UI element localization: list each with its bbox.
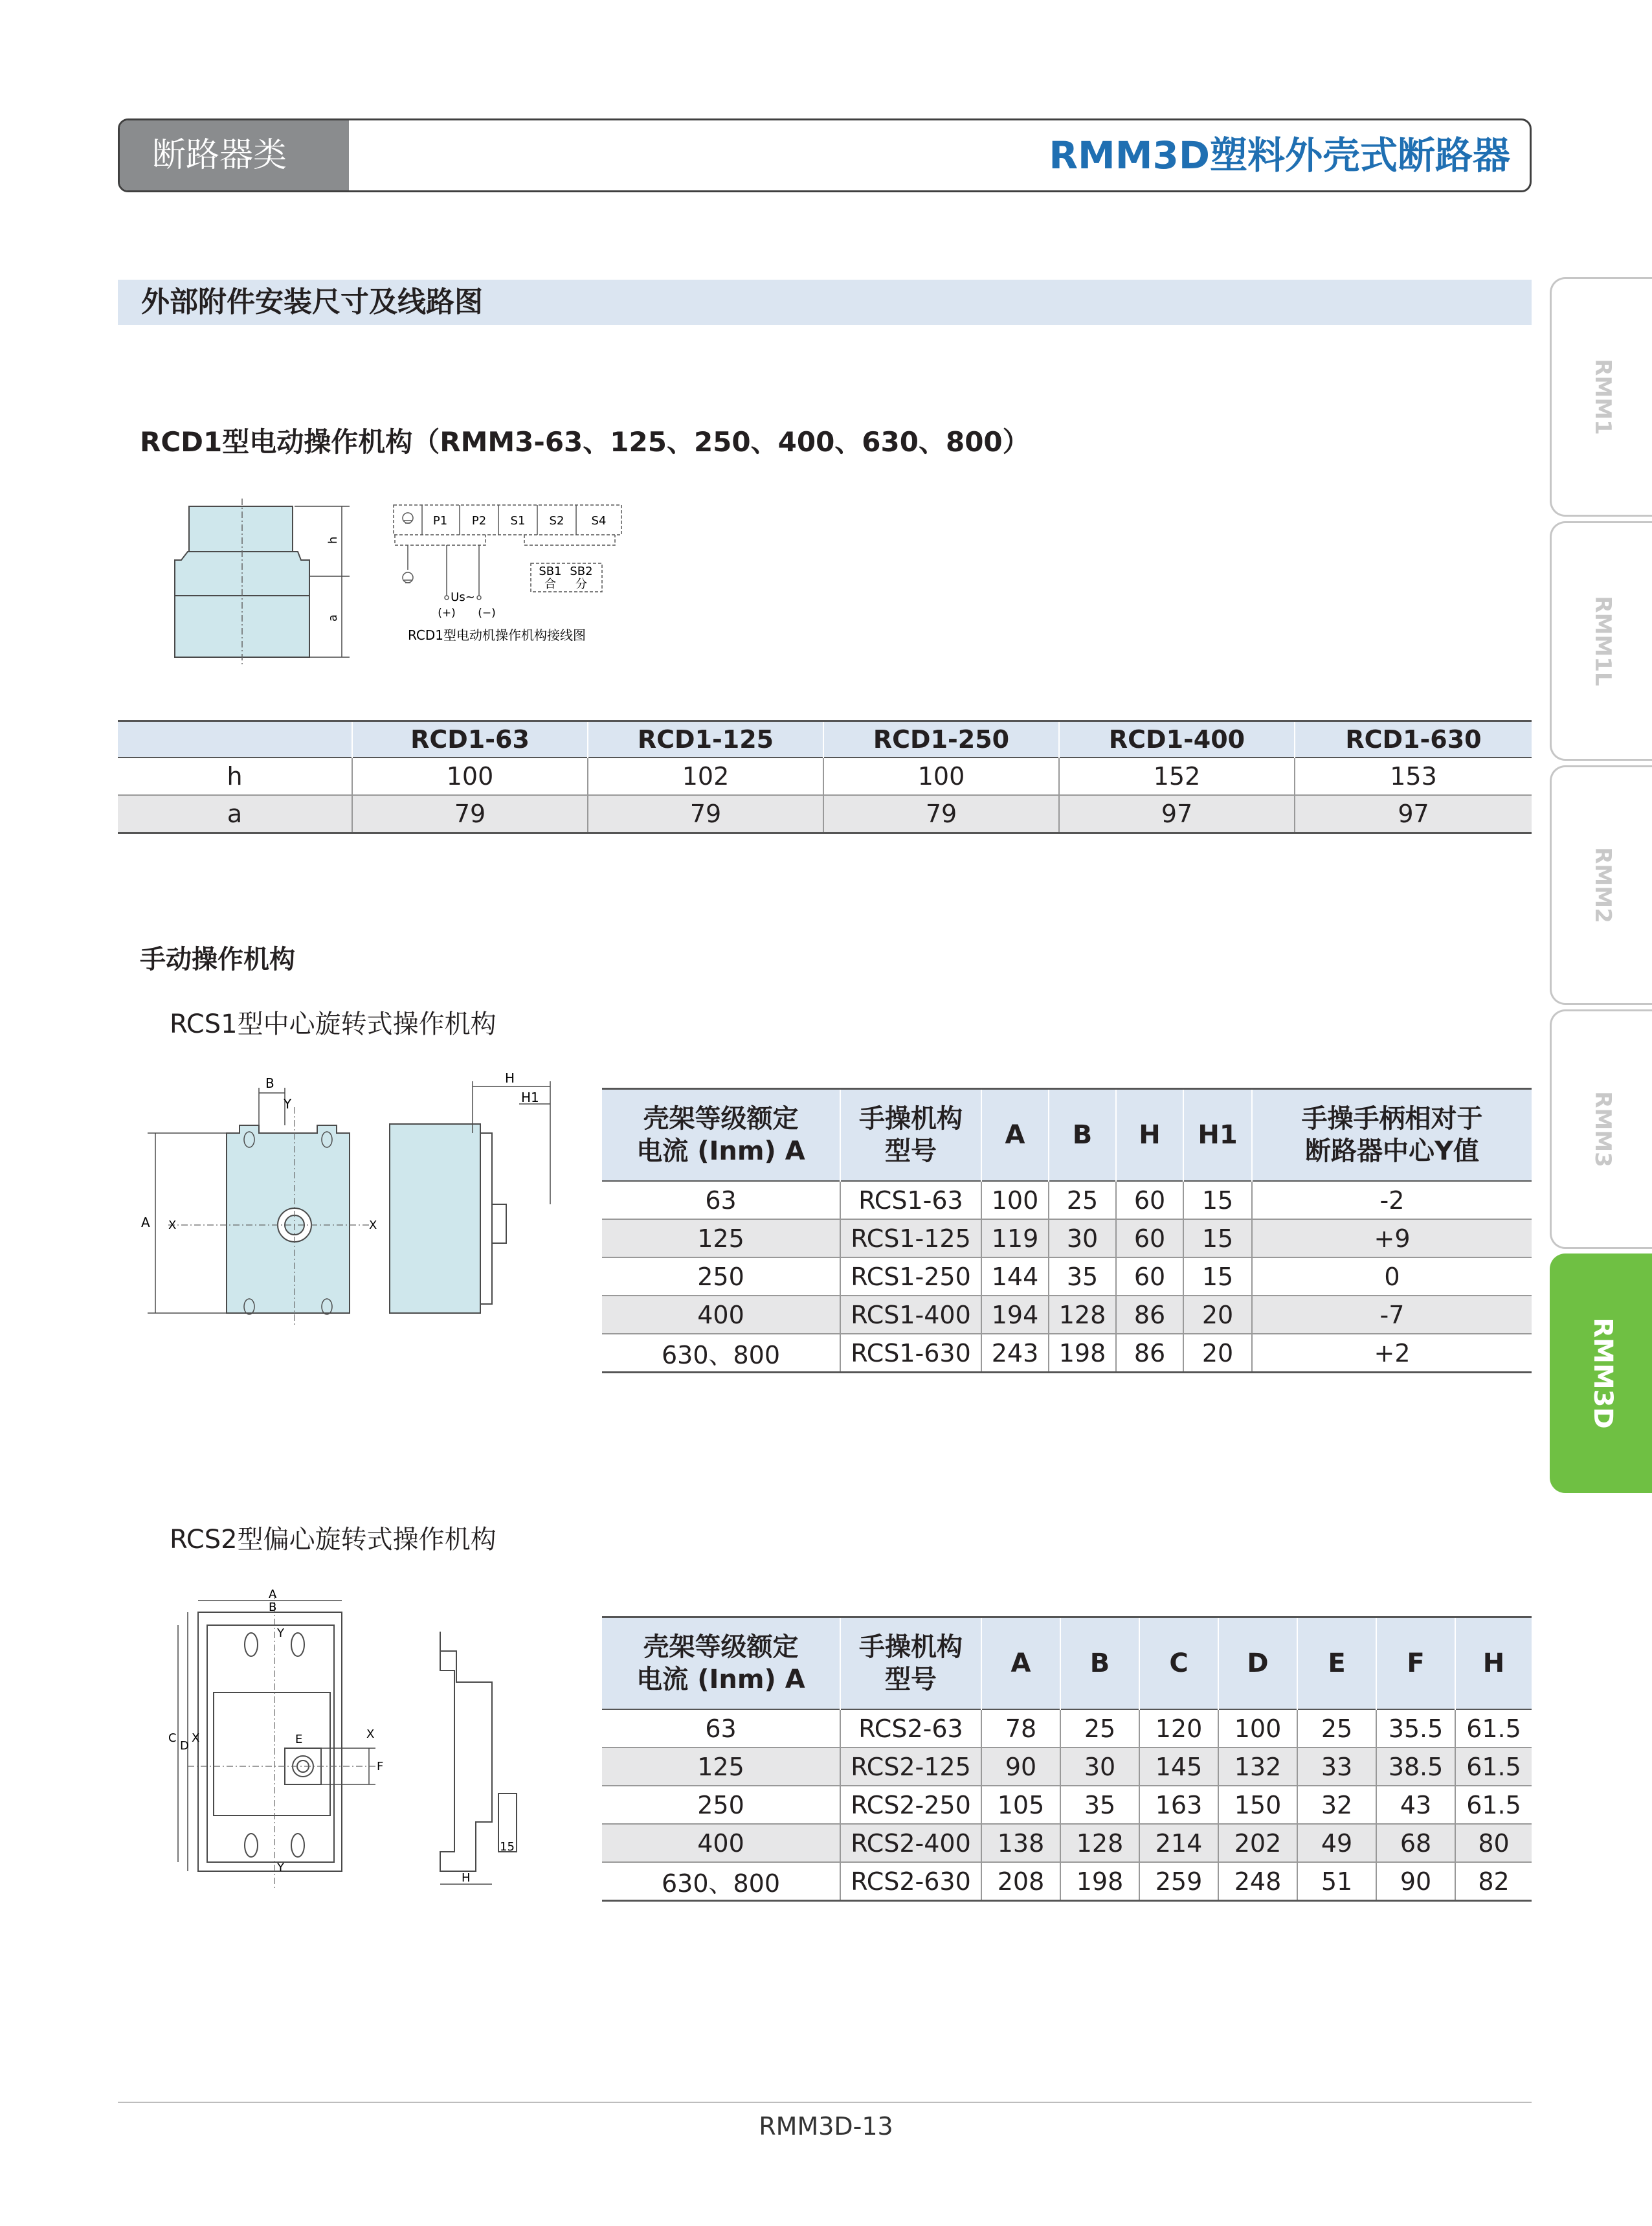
terminal-s2: S2 <box>549 514 564 528</box>
table-cell: 125 <box>602 1219 840 1257</box>
table-header-row <box>118 721 1532 758</box>
table-cell: 20 <box>1183 1296 1252 1334</box>
sb2-sub-label: 分 <box>575 578 587 591</box>
table-cell: 119 <box>981 1219 1049 1257</box>
rcd1-drawing <box>162 499 641 667</box>
header-line: 电流 (Inm) A <box>636 1136 805 1166</box>
table-row <box>602 1219 1532 1257</box>
table-cell: 100 <box>1218 1709 1297 1748</box>
table-cell: 100 <box>352 758 588 795</box>
rcs1-label-h1: H1 <box>521 1090 539 1105</box>
table-cell: a <box>118 795 352 833</box>
table-cell: h <box>118 758 352 795</box>
table-header-cell: RCD1-630 <box>1295 721 1532 758</box>
rcd1-heading: RCD1型电动操作机构（RMM3-63、125、250、400、630、800） <box>140 426 1030 458</box>
rcs2-label-a: A <box>269 1588 277 1601</box>
table-cell: 400 <box>602 1296 840 1334</box>
table-cell: 15 <box>1183 1181 1252 1219</box>
table-cell: 100 <box>981 1181 1049 1219</box>
tab-rmm1l[interactable] <box>1550 521 1652 761</box>
table-cell: 194 <box>981 1296 1049 1334</box>
rcs2-label-e: E <box>295 1733 303 1746</box>
table-cell: 400 <box>602 1824 840 1862</box>
table-row <box>602 1709 1532 1748</box>
header-line: 壳架等级额定 <box>643 1632 799 1662</box>
table-row <box>602 1296 1532 1334</box>
table-cell: 79 <box>823 795 1059 833</box>
table-row <box>602 1786 1532 1824</box>
rcs1-label-x-left: X <box>168 1219 177 1232</box>
tab-rmm3[interactable] <box>1550 1009 1652 1249</box>
table-cell: 97 <box>1295 795 1532 833</box>
tab-rmm3d[interactable] <box>1550 1254 1652 1493</box>
footer-divider <box>118 2102 1532 2103</box>
table-cell: 153 <box>1295 758 1532 795</box>
table-header-cell: E <box>1297 1617 1376 1710</box>
tab-label: RMM2 <box>1589 847 1616 923</box>
manual-heading: 手动操作机构 <box>140 945 295 974</box>
tab-rmm2[interactable] <box>1550 765 1652 1005</box>
plus-label: (+) <box>438 607 456 620</box>
table-cell: 61.5 <box>1455 1748 1532 1786</box>
rcs2-label-c: C <box>168 1731 177 1745</box>
table-cell: 15 <box>1183 1219 1252 1257</box>
table-header-cell: A <box>981 1617 1060 1710</box>
table-cell: 20 <box>1183 1334 1252 1373</box>
table-cell: 25 <box>1297 1709 1376 1748</box>
table-cell: RCS1-400 <box>840 1296 981 1334</box>
dim-a-label: a <box>326 614 340 622</box>
table-cell: 61.5 <box>1455 1709 1532 1748</box>
table-cell: 79 <box>352 795 588 833</box>
table-header-cell: F <box>1376 1617 1455 1710</box>
rcs1-label-a: A <box>141 1215 150 1230</box>
dim-h-label: h <box>326 536 340 544</box>
table-row <box>602 1334 1532 1373</box>
table-cell: 630、800 <box>602 1862 840 1901</box>
table-cell: 49 <box>1297 1824 1376 1862</box>
table-cell: 30 <box>1049 1219 1116 1257</box>
page-number: RMM3D-13 <box>759 2112 893 2141</box>
table-cell: 144 <box>981 1257 1049 1296</box>
table-cell: 43 <box>1376 1786 1455 1824</box>
table-header-cell <box>1252 1089 1532 1182</box>
table-cell: -2 <box>1252 1181 1532 1219</box>
table-cell: 120 <box>1139 1709 1218 1748</box>
rcd1-table <box>118 720 1532 834</box>
tab-label: RMM3D <box>1587 1318 1618 1429</box>
rcs1-label-b: B <box>265 1075 274 1091</box>
table-row <box>602 1257 1532 1296</box>
table-row <box>602 1862 1532 1901</box>
table-row <box>118 795 1532 833</box>
product-title: RMM3D塑料外壳式断路器 <box>1049 133 1510 177</box>
table-cell: 97 <box>1059 795 1295 833</box>
table-cell: 243 <box>981 1334 1049 1373</box>
table-header-cell: H <box>1455 1617 1532 1710</box>
rcs2-heading: RCS2型偏心旋转式操作机构 <box>170 1525 497 1555</box>
table-cell: 259 <box>1139 1862 1218 1901</box>
tab-label: RMM3 <box>1589 1091 1616 1167</box>
rcs2-label-d: D <box>180 1739 189 1753</box>
table-cell: -7 <box>1252 1296 1532 1334</box>
header-line: 手操机构 <box>859 1104 963 1134</box>
table-header-cell <box>118 721 352 758</box>
rcs2-label-x-left: X <box>192 1731 200 1745</box>
table-cell: 102 <box>588 758 823 795</box>
rcs2-label-y-top: Y <box>277 1626 284 1640</box>
table-cell: RCS1-630 <box>840 1334 981 1373</box>
rcs2-label-x-right: X <box>366 1727 375 1741</box>
table-header-cell: H1 <box>1183 1089 1252 1182</box>
table-cell: 86 <box>1116 1296 1183 1334</box>
table-cell: 60 <box>1116 1219 1183 1257</box>
rcs1-label-h: H <box>505 1070 515 1086</box>
table-cell: 25 <box>1060 1709 1139 1748</box>
table-cell: 125 <box>602 1748 840 1786</box>
header-line: 断路器中心Y值 <box>1305 1136 1479 1166</box>
table-cell: RCS2-400 <box>840 1824 981 1862</box>
table-cell: +2 <box>1252 1334 1532 1373</box>
header-line: 型号 <box>885 1136 937 1166</box>
table-cell: RCS2-250 <box>840 1786 981 1824</box>
table-cell: 80 <box>1455 1824 1532 1862</box>
table-cell: 163 <box>1139 1786 1218 1824</box>
rcs1-heading: RCS1型中心旋转式操作机构 <box>170 1009 497 1039</box>
table-header-cell <box>840 1089 981 1182</box>
table-header-cell: B <box>1049 1089 1116 1182</box>
table-row <box>118 758 1532 795</box>
rcs1-table <box>602 1088 1532 1373</box>
terminal-s1: S1 <box>510 514 526 528</box>
table-cell: 250 <box>602 1786 840 1824</box>
table-cell: RCS2-125 <box>840 1748 981 1786</box>
table-cell: 248 <box>1218 1862 1297 1901</box>
table-cell: 68 <box>1376 1824 1455 1862</box>
terminal-s4: S4 <box>591 514 607 528</box>
table-cell: 202 <box>1218 1824 1297 1862</box>
rcs2-drawing <box>149 1586 550 1897</box>
rcs2-label-h: H <box>462 1871 471 1885</box>
table-cell: 630、800 <box>602 1334 840 1373</box>
table-cell: 100 <box>823 758 1059 795</box>
table-cell: 33 <box>1297 1748 1376 1786</box>
table-cell: 90 <box>1376 1862 1455 1901</box>
table-cell: 35.5 <box>1376 1709 1455 1748</box>
wiring-caption: RCD1型电动机操作机构接线图 <box>408 627 586 643</box>
table-cell: 198 <box>1049 1334 1116 1373</box>
rcs1-drawing <box>123 1068 563 1340</box>
rcs2-label-b: B <box>269 1601 277 1614</box>
table-header-cell: B <box>1060 1617 1139 1710</box>
table-cell: 145 <box>1139 1748 1218 1786</box>
table-cell: 152 <box>1059 758 1295 795</box>
table-cell: 51 <box>1297 1862 1376 1901</box>
table-cell: 208 <box>981 1862 1060 1901</box>
table-cell: 60 <box>1116 1257 1183 1296</box>
table-cell: 90 <box>981 1748 1060 1786</box>
table-cell: 214 <box>1139 1824 1218 1862</box>
table-cell: 150 <box>1218 1786 1297 1824</box>
table-cell: 60 <box>1116 1181 1183 1219</box>
table-row <box>602 1748 1532 1786</box>
tab-rmm1[interactable] <box>1550 277 1652 517</box>
table-row <box>602 1181 1532 1219</box>
table-cell: 35 <box>1060 1786 1139 1824</box>
table-cell: 61.5 <box>1455 1786 1532 1824</box>
category-label: 断路器类 <box>120 120 349 190</box>
tab-label: RMM1 <box>1589 359 1616 435</box>
table-row <box>602 1824 1532 1862</box>
table-header-cell: H <box>1116 1089 1183 1182</box>
section-title: 外部附件安装尺寸及线路图 <box>141 286 483 319</box>
rcs2-label-y-bottom: Y <box>277 1861 284 1874</box>
table-cell: 30 <box>1060 1748 1139 1786</box>
table-header-row <box>602 1089 1532 1182</box>
table-cell: 32 <box>1297 1786 1376 1824</box>
tab-label: RMM1L <box>1589 596 1616 686</box>
table-header-cell: D <box>1218 1617 1297 1710</box>
table-cell: 86 <box>1116 1334 1183 1373</box>
rcs2-label-f: F <box>377 1760 384 1773</box>
table-header-cell: C <box>1139 1617 1218 1710</box>
table-cell: 250 <box>602 1257 840 1296</box>
table-header-cell: RCD1-250 <box>823 721 1059 758</box>
terminal-p1: P1 <box>432 514 448 528</box>
table-header-cell: RCD1-400 <box>1059 721 1295 758</box>
table-header-row <box>602 1617 1532 1710</box>
header-line: 电流 (Inm) A <box>636 1665 805 1694</box>
table-cell: 82 <box>1455 1862 1532 1901</box>
table-cell: RCS1-125 <box>840 1219 981 1257</box>
table-cell: RCS2-630 <box>840 1862 981 1901</box>
table-cell: 79 <box>588 795 823 833</box>
table-cell: 132 <box>1218 1748 1297 1786</box>
table-cell: 35 <box>1049 1257 1116 1296</box>
section-bar <box>118 280 1532 325</box>
header-line: 壳架等级额定 <box>643 1104 799 1134</box>
table-header-cell <box>602 1617 840 1710</box>
terminal-p2: P2 <box>471 514 487 528</box>
table-cell: 128 <box>1060 1824 1139 1862</box>
table-header-cell: RCD1-63 <box>352 721 588 758</box>
table-cell: 38.5 <box>1376 1748 1455 1786</box>
table-header-cell <box>840 1617 981 1710</box>
table-header-cell <box>602 1089 840 1182</box>
table-cell: 78 <box>981 1709 1060 1748</box>
table-cell: 0 <box>1252 1257 1532 1296</box>
us-label: Us~ <box>451 590 475 604</box>
header-line: 手操机构 <box>859 1632 963 1662</box>
table-cell: RCS2-63 <box>840 1709 981 1748</box>
rcs2-table <box>602 1616 1532 1902</box>
table-cell: 128 <box>1049 1296 1116 1334</box>
page-header <box>118 118 1532 192</box>
sb2-label: SB2 <box>570 565 593 578</box>
table-cell: 198 <box>1060 1862 1139 1901</box>
rcs1-label-x-right: X <box>369 1219 377 1232</box>
sb1-label: SB1 <box>539 565 562 578</box>
header-line: 型号 <box>885 1665 937 1694</box>
table-cell: 63 <box>602 1709 840 1748</box>
table-cell: +9 <box>1252 1219 1532 1257</box>
table-cell: 15 <box>1183 1257 1252 1296</box>
rcs1-label-y: Y <box>284 1096 292 1112</box>
table-cell: 63 <box>602 1181 840 1219</box>
header-line: 手操手柄相对于 <box>1301 1104 1483 1134</box>
table-header-cell: A <box>981 1089 1049 1182</box>
table-header-cell: RCD1-125 <box>588 721 823 758</box>
minus-label: (−) <box>478 607 496 620</box>
table-cell: RCS1-250 <box>840 1257 981 1296</box>
table-cell: 25 <box>1049 1181 1116 1219</box>
sb1-sub-label: 合 <box>544 578 556 591</box>
table-cell: 138 <box>981 1824 1060 1862</box>
table-cell: 105 <box>981 1786 1060 1824</box>
table-cell: RCS1-63 <box>840 1181 981 1219</box>
rcs2-label-15: 15 <box>500 1840 515 1854</box>
